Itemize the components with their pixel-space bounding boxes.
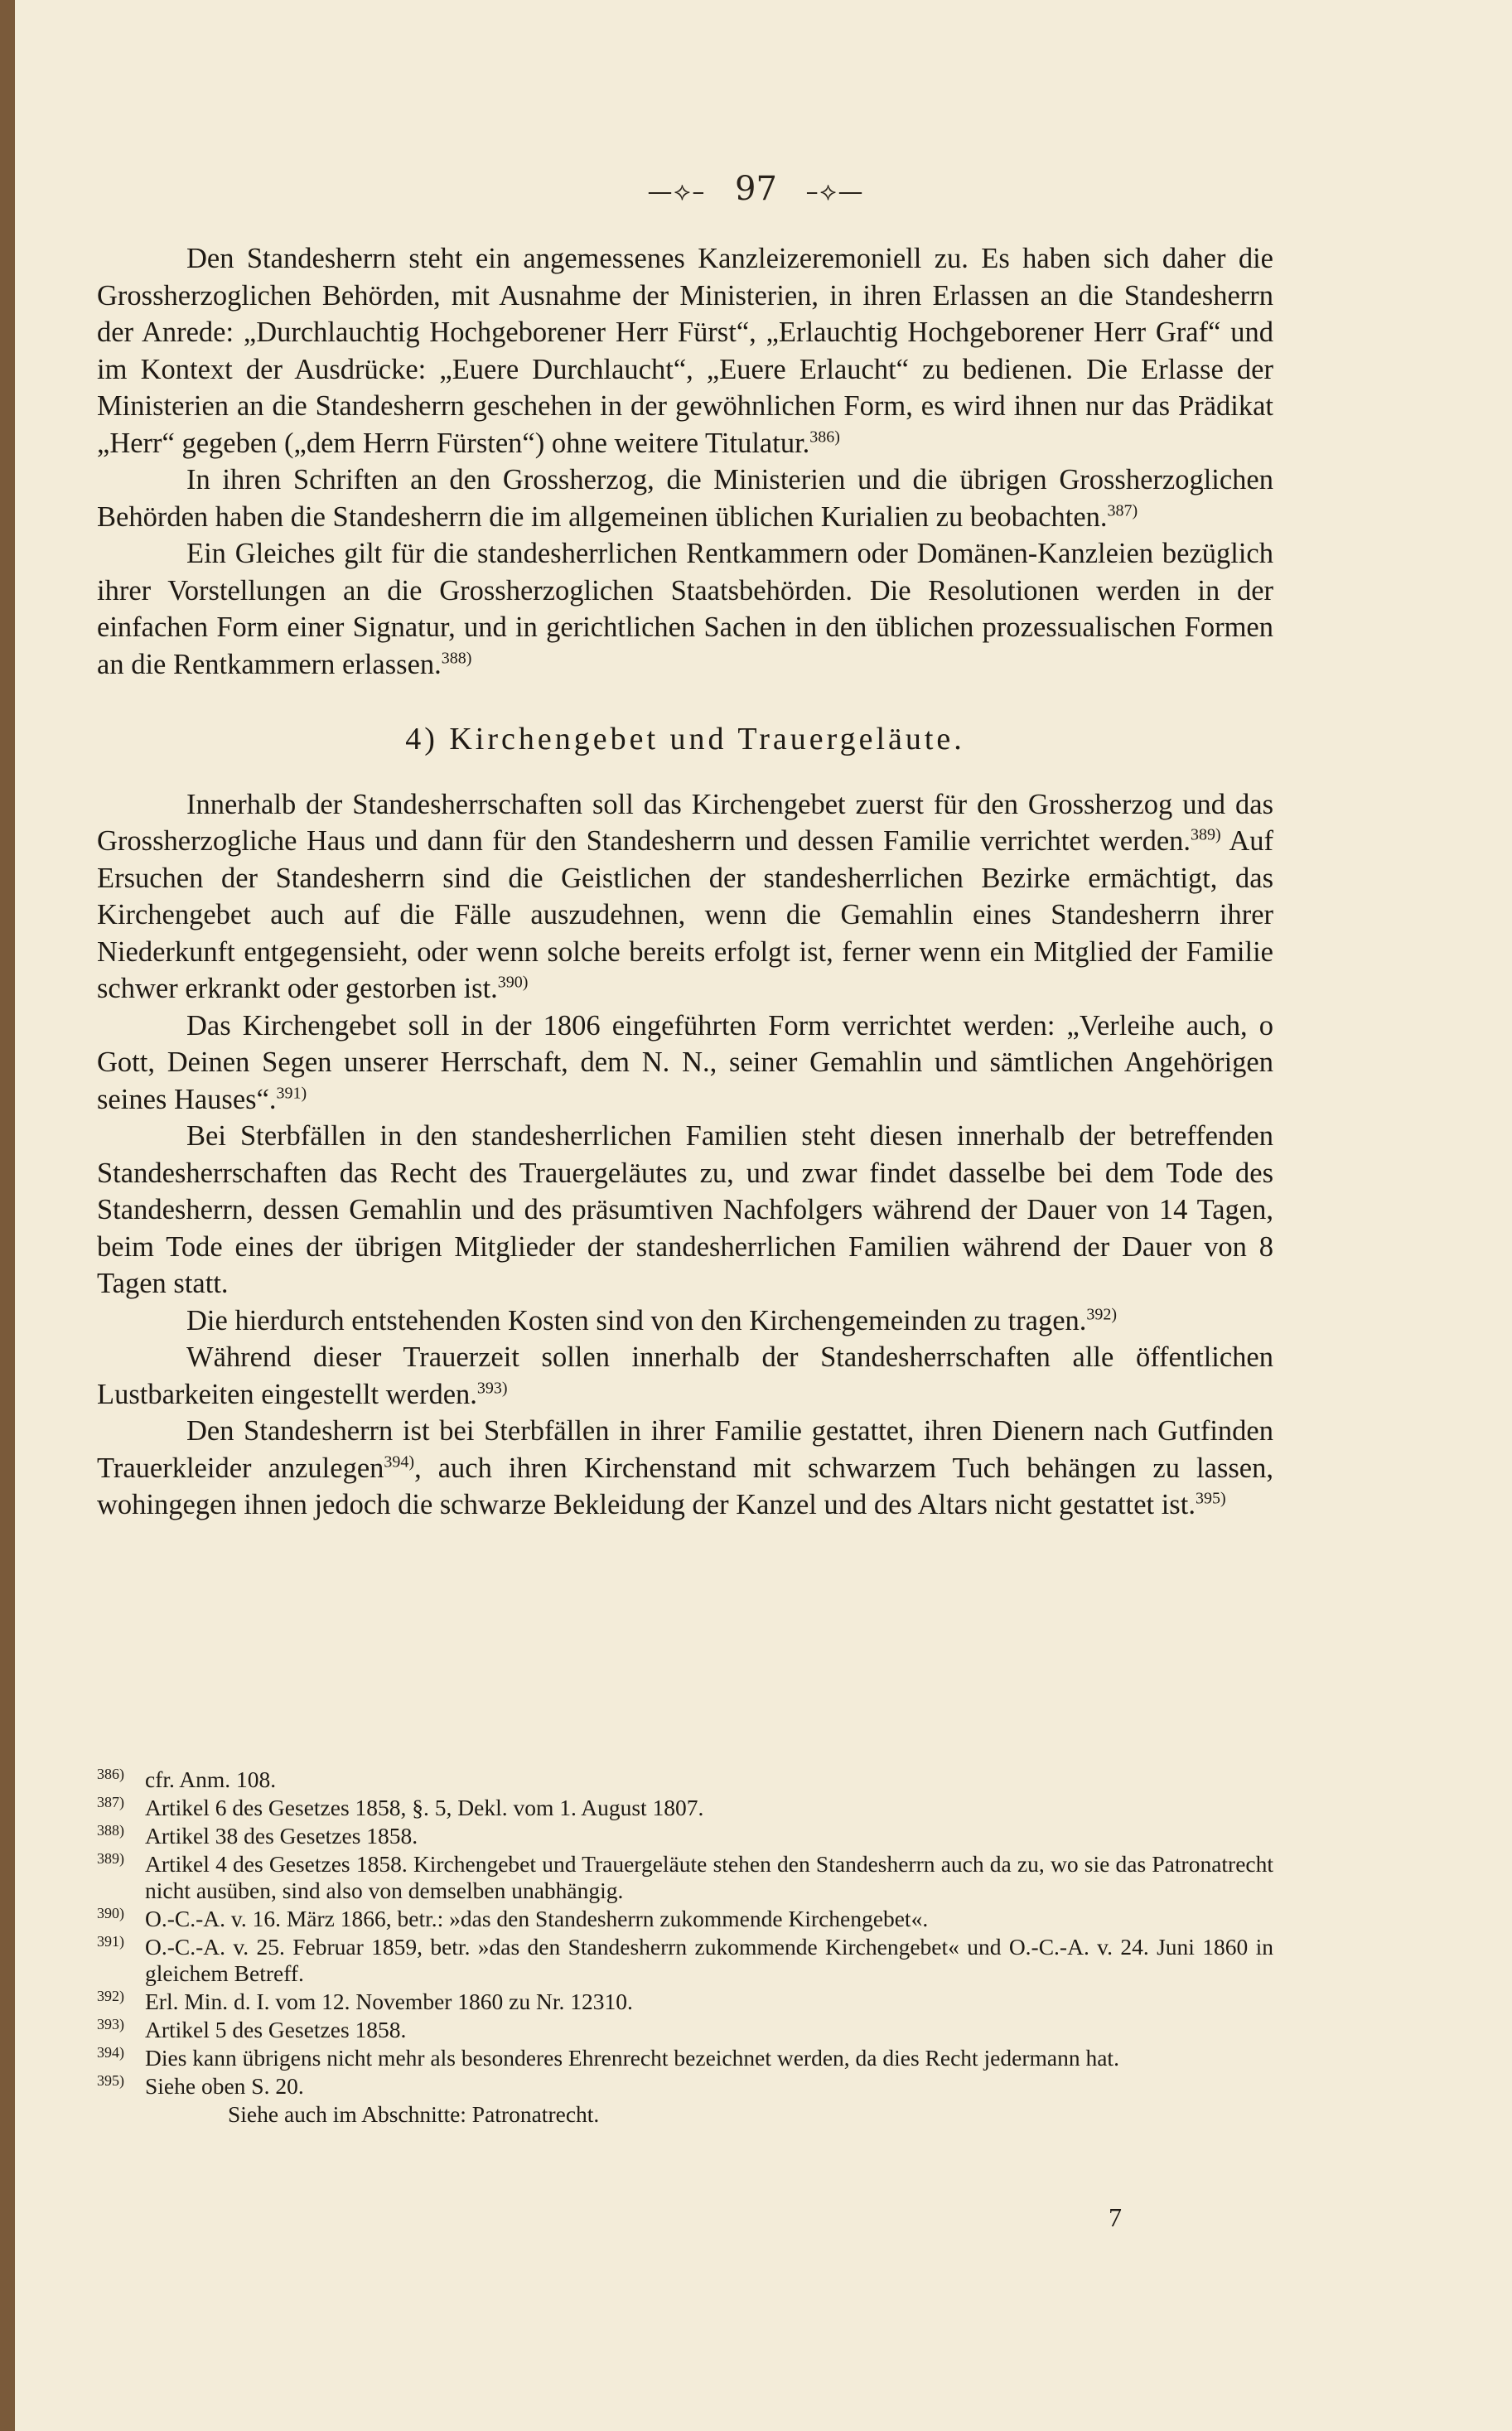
footnote-ref: 391) xyxy=(276,1084,307,1102)
signature-mark: 7 xyxy=(1109,2202,1122,2232)
page-edge xyxy=(0,0,15,2431)
footnote: $^{389)}$ Artikel 4 des Gesetzes 1858. Kirchengebet und Trauergeläute stehen den Standesherrn auch da zu, wo sie das Patronatrecht nicht ausüben, sind also von demselben unabhängig. xyxy=(97,1849,1273,1903)
footnote: $^{388)}$ Artikel 38 des Gesetzes 1858. xyxy=(97,1821,418,1849)
header-ornament-left: —⟡– xyxy=(647,177,707,206)
page-number: 97 xyxy=(735,170,777,208)
footnote-ref: 395) xyxy=(1195,1489,1226,1508)
paragraph: Die hierdurch entstehenden Kosten sind von den Kirchengemeinden zu tragen.$^{392)}$ xyxy=(186,1304,1118,1336)
footnote: $^{387)}$ Artikel 6 des Gesetzes 1858, §. 5, Dekl. vom 1. August 1807. xyxy=(97,1793,704,1820)
page-header xyxy=(0,170,1512,208)
footnote: $^{391)}$ O.-C.-A. v. 25. Februar 1859, betr. »das den Standesherrn zukommende Kirchengebet« und O.-C.-A. v. 24. Juni 1860 in gleichem Betreff. xyxy=(97,1932,1273,1986)
footnote-ref: 388) xyxy=(441,649,472,667)
footnote-ref: 389) xyxy=(1191,825,1221,844)
footnote: $^{395)}$ Siehe oben S. 20. xyxy=(97,2071,304,2099)
paragraph: Den Standesherrn steht ein angemessenes Kanzleizeremoniell zu. Es haben sich daher die Grossherzoglichen Behörden, mit Ausnahme der Ministerien, in ihren Erlassen an die Standesherrn der Anrede: „Durchlauchtig Hochgeborener Herr Fürst“, „Erlauchtig Hochgeborener Herr Graf“ und im Kontext der Ausdrücke: „Euere Durchlaucht“, „Euere Erlaucht“ zu bedienen. Die Erlasse der Ministerien an die Standesherrn geschehen in der gewöhnlichen Form, es wird ihnen nur das Prädikat „Herr“ gegeben („dem Herrn Fürsten“) ohne weitere Titulatur.$^{386)}$ xyxy=(97,243,1273,459)
section-heading: 4) Kirchengebet und Trauergeläute. xyxy=(405,722,965,756)
paragraph: Innerhalb der Standesherrschaften soll das Kirchengebet zuerst für den Grossherzog und das Grossherzogliche Haus und dann für den Standesherrn und dessen Familie verrichtet werden.$^{389)}$ Auf Ersuchen der Standesherrn sind die Geistlichen der standesherrlichen Bezirke ermächtigt, das Kirchengebet auch auf die Fälle auszudehnen, wenn die Gemahlin eines Standesherrn ihrer Niederkunft entgegensieht, oder wenn solche bereits erfolgt ist, ferner wenn ein Mitglied der Familie schwer erkrankt oder gestorben ist.$^{390)}$ xyxy=(97,788,1274,1004)
footnote-extra: Siehe auch im Abschnitte: Patronatrecht. xyxy=(228,2101,600,2127)
paragraph: Das Kirchengebet soll in der 1806 eingeführten Form verrichtet werden: „Verleihe auch, o Gott, Deinen Segen unserer Herrschaft, dem N. N., seiner Gemahlin und sämtlichen Angehörigen seines Hauses“.$^{391)}$ xyxy=(97,1009,1273,1115)
header-ornament-right: –⟡— xyxy=(805,177,865,206)
footnote-ref: 394) xyxy=(384,1452,415,1471)
footnote: $^{386)}$ cfr. Anm. 108. xyxy=(97,1765,277,1792)
footnote: $^{392)}$ Erl. Min. d. I. vom 12. November 1860 zu Nr. 12310. xyxy=(97,1987,633,2014)
footnote: $^{394)}$ Dies kann übrigens nicht mehr als besonderes Ehrenrecht bezeichnet werden, da dies Recht jedermann hat. xyxy=(97,2043,1119,2071)
paragraph: Ein Gleiches gilt für die standesherrlichen Rentkammern oder Domänen-Kanzleien bezüglich ihrer Vorstellungen an die Grossherzoglichen Staatsbehörden. Die Resolutionen werden in der einfachen Form einer Signatur, und in gerichtlichen Sachen in den üblichen prozessualischen Formen an die Rentkammern erlassen.$^{388)}$ xyxy=(97,538,1273,680)
footnote: $^{390)}$ O.-C.-A. v. 16. März 1866, betr.: »das den Standesherrn zukommende Kirchengebet«. xyxy=(97,1904,929,1931)
paragraph: Den Standesherrn ist bei Sterbfällen in ihrer Familie gestattet, ihren Dienern nach Gutfinden Trauerkleider anzulegen$^{394)}$, auch ihren Kirchenstand mit schwarzem Tuch behängen zu lassen, wohingegen ihnen jedoch die schwarze Bekleidung der Kanzel und des Altars nicht gestattet ist.$^{395)}$ xyxy=(97,1415,1273,1520)
footnote-ref: 392) xyxy=(1086,1305,1118,1323)
footnotes xyxy=(97,1766,1273,2128)
footnote-ref: 386) xyxy=(809,428,840,446)
footnote: $^{393)}$ Artikel 5 des Gesetzes 1858. xyxy=(97,2015,407,2042)
footnote-ref: 387) xyxy=(1107,501,1138,520)
footnote-ref: 390) xyxy=(497,973,529,992)
paragraph: Bei Sterbfällen in den standesherrlichen Familien steht diesen innerhalb der betreffenden Standesherrschaften das Recht des Trauergeläutes zu, und zwar findet dasselbe bei dem Tode des Standesherrn, dessen Gemahlin und des präsumtiven Nachfolgers während der Dauer von 14 Tagen, beim Tode eines der übrigen Mitglieder der standesherrlichen Familien während der Dauer von 8 Tagen statt. xyxy=(97,1120,1273,1299)
paragraph: In ihren Schriften an den Grossherzog, die Ministerien und die übrigen Grossherzoglichen Behörden haben die Standesherrn die im allgemeinen üblichen Kurialien zu beobachten.$^{387)}$ xyxy=(97,464,1273,533)
footnote-ref: 393) xyxy=(476,1379,508,1397)
paragraph: Während dieser Trauerzeit sollen innerhalb der Standesherrschaften alle öffentlichen Lustbarkeiten eingestellt werden.$^{393)}$ xyxy=(97,1341,1273,1410)
main-text xyxy=(97,240,1273,1524)
